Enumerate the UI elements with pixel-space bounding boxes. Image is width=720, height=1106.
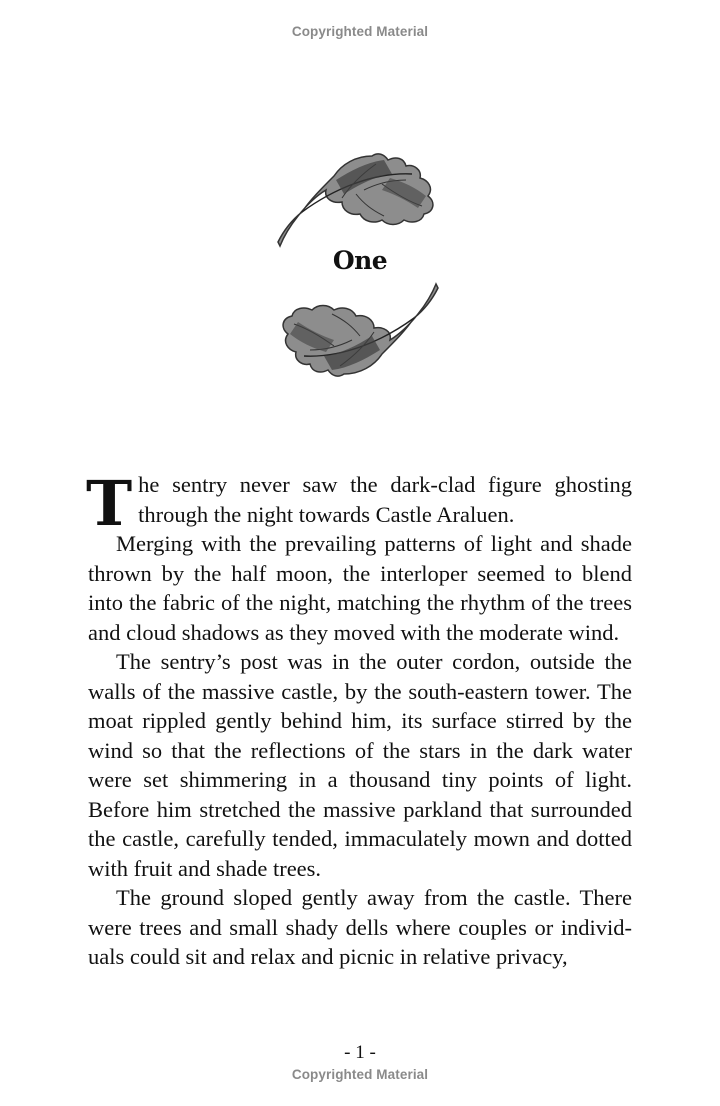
paragraph-2: Merging with the prevailing patterns of light and shade thrown by the half moon, the interloper seemed to blend into the fabric of the night, matching the rhythm of the trees and cloud shadows as they moved with the moderate wind.	[88, 531, 632, 645]
copyright-watermark-top: Copyrighted Material	[291, 24, 429, 39]
oak-leaf-bottom-icon	[272, 282, 444, 380]
copyright-watermark-bottom: Copyrighted Material	[291, 1067, 429, 1082]
page-number: - 1 -	[344, 1042, 376, 1063]
oak-leaf-top-icon	[272, 150, 444, 248]
paragraph-3: The sentry’s post was in the outer cordon, outside the walls of the massive castle, by the south-eastern tower. The moat rippled gently behind him, its surface stirred by the wind so that the reflections of the stars in the dark water were set shimmering in a thousand tiny points of light. Before him stretched the massive parkland that surrounded the castle, carefully tended, immaculately mown and dotted with fruit and shade trees.	[88, 649, 632, 881]
drop-cap: T	[86, 467, 133, 540]
chapter-title: One	[332, 246, 388, 275]
paragraph-4: The ground sloped gently away from the castle. There were trees and small shady dells where couples or individ-uals could sit and relax and picnic in relative privacy,	[88, 885, 632, 969]
paragraph-1	[86, 467, 632, 540]
chapter-body	[86, 467, 632, 972]
paragraph-1-text: he sentry never saw the dark-clad figure ghosting through the night towards Castle Araluen.	[138, 472, 632, 527]
